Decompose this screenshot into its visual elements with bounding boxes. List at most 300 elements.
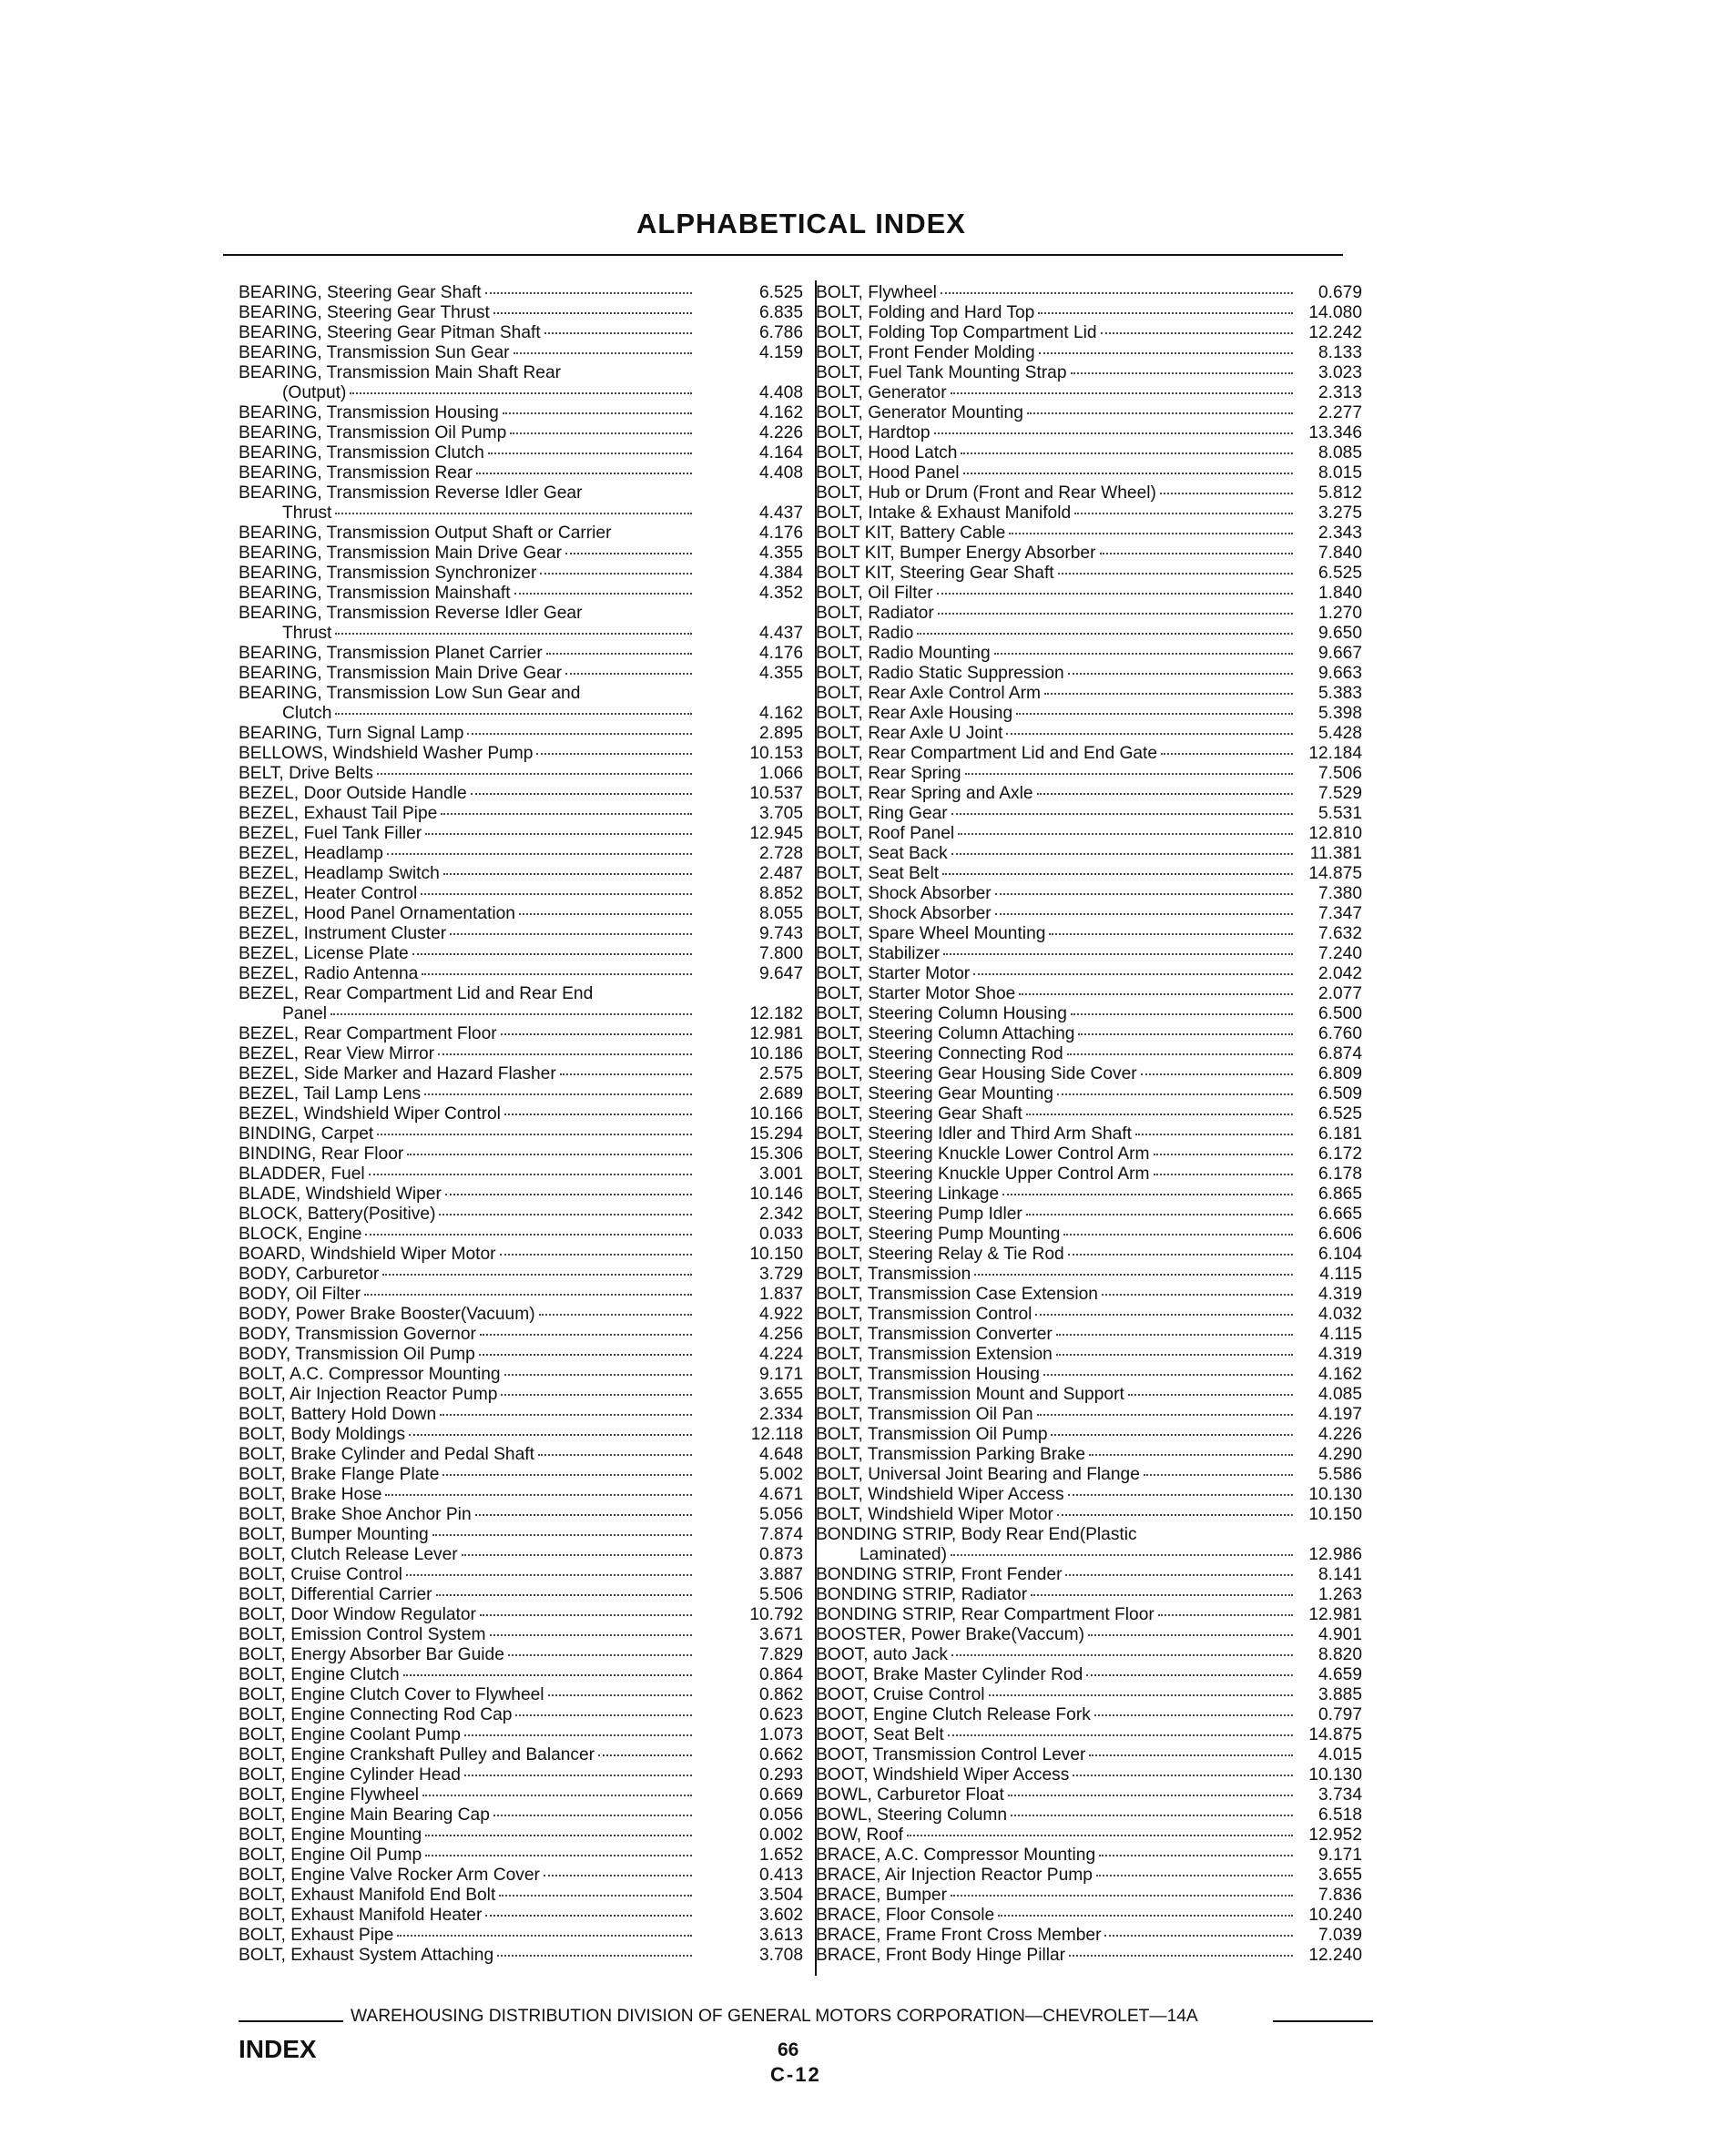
entry-page-ref: 10.537 xyxy=(749,784,803,803)
dot-leader xyxy=(1094,1714,1293,1716)
index-entry xyxy=(816,1505,1362,1525)
entry-page-ref: 6.172 xyxy=(1317,1144,1362,1164)
dot-leader xyxy=(450,933,692,935)
dot-leader xyxy=(1002,1194,1293,1195)
entry-label: BOLT, Rear Compartment Lid and End Gate xyxy=(816,744,1158,763)
entry-label: BINDING, Carpet xyxy=(239,1124,374,1144)
entry-label: BOLT, Engine Oil Pump xyxy=(239,1846,422,1865)
index-entry xyxy=(816,1245,1362,1265)
index-entry xyxy=(239,403,803,423)
title-rule xyxy=(223,254,1343,256)
entry-label: BEZEL, Fuel Tank Filler xyxy=(239,824,422,843)
entry-label: BOLT, Battery Hold Down xyxy=(239,1405,437,1424)
entry-page-ref: 7.240 xyxy=(1317,944,1362,963)
entry-page-ref: 10.186 xyxy=(749,1044,803,1063)
index-entry xyxy=(816,864,1362,884)
entry-label: BOLT, Starter Motor Shoe xyxy=(816,984,1016,1003)
entry-label: BOLT, Exhaust Manifold Heater xyxy=(239,1906,483,1925)
index-entry xyxy=(239,1405,803,1425)
dot-leader xyxy=(1037,1414,1293,1416)
index-entry xyxy=(239,1064,803,1084)
dot-leader xyxy=(485,292,692,294)
entry-label: BOLT, Engine Crankshaft Pulley and Balancer xyxy=(239,1745,595,1764)
index-entry xyxy=(239,1465,803,1485)
dot-leader xyxy=(445,1194,692,1195)
index-entry xyxy=(239,463,803,483)
entry-label: BOLT, A.C. Compressor Mounting xyxy=(239,1365,501,1384)
entry-label: BEARING, Steering Gear Shaft xyxy=(239,283,482,302)
index-entry xyxy=(816,1104,1362,1124)
index-entry xyxy=(239,1104,803,1124)
index-entry xyxy=(816,1024,1362,1044)
entry-page-ref: 0.033 xyxy=(758,1225,803,1244)
entry-page-ref: 0.873 xyxy=(758,1545,803,1564)
entry-label: BOLT, Seat Back xyxy=(816,844,948,863)
index-entry xyxy=(816,824,1362,844)
dot-leader xyxy=(546,653,692,655)
entry-label: BOLT, Emission Control System xyxy=(239,1625,486,1644)
index-entry xyxy=(239,1205,803,1225)
dot-leader xyxy=(1056,1354,1293,1356)
index-entry xyxy=(239,423,803,443)
entry-page-ref: 10.150 xyxy=(1308,1505,1362,1524)
entry-label: BEARING, Transmission Rear xyxy=(239,463,473,483)
entry-label: BONDING STRIP, Rear Compartment Floor xyxy=(816,1605,1154,1624)
index-entry xyxy=(816,1445,1362,1465)
entry-label: BOOSTER, Power Brake(Vaccum) xyxy=(816,1625,1084,1644)
entry-label: BEARING, Transmission Main Drive Gear xyxy=(239,664,563,683)
dot-leader xyxy=(1016,713,1293,715)
entry-page-ref: 9.171 xyxy=(758,1365,803,1384)
entry-label: BOLT, Transmission Mount and Support xyxy=(816,1385,1124,1404)
index-entry xyxy=(816,1205,1362,1225)
entry-label: BOLT, Radio Static Suppression xyxy=(816,664,1064,683)
entry-page-ref: 4.408 xyxy=(758,383,803,402)
entry-page-ref: 6.525 xyxy=(1317,1104,1362,1124)
index-entry xyxy=(816,363,1362,383)
entry-label: BOLT, Energy Absorber Bar Guide xyxy=(239,1645,504,1664)
entry-page-ref: 3.655 xyxy=(1317,1866,1362,1885)
index-entry xyxy=(816,423,1362,443)
dot-leader xyxy=(377,773,692,775)
entry-label: BODY, Transmission Governor xyxy=(239,1325,476,1344)
index-entry xyxy=(816,904,1362,924)
dot-leader xyxy=(1101,332,1293,334)
entry-label: BOWL, Steering Column xyxy=(816,1805,1008,1825)
index-entry xyxy=(816,1705,1362,1725)
entry-label: BOLT, Steering Connecting Rod xyxy=(816,1044,1063,1063)
entry-label: BOLT, Flywheel xyxy=(816,283,937,302)
dot-leader xyxy=(493,1815,692,1816)
dot-leader xyxy=(1056,1334,1293,1336)
index-entry xyxy=(239,283,803,303)
index-entry xyxy=(239,1685,803,1705)
entry-page-ref: 7.836 xyxy=(1317,1886,1362,1905)
index-entry xyxy=(816,724,1362,744)
entry-label: BOLT, Shock Absorber xyxy=(816,884,992,903)
entry-label: Laminated) xyxy=(860,1545,947,1564)
dot-leader xyxy=(943,953,1293,955)
entry-page-ref: 3.001 xyxy=(758,1164,803,1184)
index-entry xyxy=(239,1024,803,1044)
entry-page-ref: 2.895 xyxy=(758,724,803,743)
entry-page-ref: 3.023 xyxy=(1317,363,1362,382)
index-entry xyxy=(816,1305,1362,1325)
dot-leader xyxy=(1038,312,1293,314)
index-entry xyxy=(239,524,803,544)
entry-label: BOOT, Windshield Wiper Access xyxy=(816,1765,1070,1785)
entry-label: BLADDER, Fuel xyxy=(239,1164,365,1184)
dot-leader xyxy=(514,593,692,595)
entry-page-ref: 3.602 xyxy=(758,1906,803,1925)
index-entry xyxy=(816,1124,1362,1144)
dot-leader xyxy=(462,1554,692,1556)
entry-page-ref: 5.056 xyxy=(758,1505,803,1524)
dot-leader xyxy=(963,473,1294,474)
index-entry xyxy=(239,1866,803,1886)
dot-leader xyxy=(377,1134,692,1135)
entry-label: BONDING STRIP, Radiator xyxy=(816,1585,1028,1604)
entry-label: BOLT, Transmission Extension xyxy=(816,1345,1053,1364)
entry-page-ref: 9.171 xyxy=(1317,1846,1362,1865)
entry-page-ref: 12.945 xyxy=(749,824,803,843)
index-entry xyxy=(816,544,1362,564)
entry-label: (Output) xyxy=(282,383,347,402)
entry-page-ref: 12.118 xyxy=(750,1425,803,1444)
entry-label: BEZEL, Headlamp Switch xyxy=(239,864,440,883)
dot-leader xyxy=(1027,412,1293,414)
entry-page-ref: 4.319 xyxy=(1317,1285,1362,1304)
entry-label: BOLT, Fuel Tank Mounting Strap xyxy=(816,363,1067,382)
entry-label: BODY, Oil Filter xyxy=(239,1285,361,1304)
page-code: C-12 xyxy=(770,2063,821,2086)
entry-page-ref: 4.015 xyxy=(1317,1745,1362,1764)
index-entry xyxy=(816,1585,1362,1605)
entry-page-ref: 8.085 xyxy=(1317,443,1362,463)
entry-label: BOLT, Front Fender Molding xyxy=(816,343,1035,362)
index-entry xyxy=(816,1785,1362,1805)
entry-label: BOLT, Radio xyxy=(816,624,914,643)
entry-label: BOLT, Radiator xyxy=(816,604,934,623)
index-entry xyxy=(816,664,1362,684)
index-entry xyxy=(239,1285,803,1305)
entry-label: BOLT, Starter Motor xyxy=(816,964,971,983)
entry-page-ref: 2.342 xyxy=(758,1205,803,1224)
dot-leader xyxy=(958,833,1293,835)
entry-label: BOLT, Brake Cylinder and Pedal Shaft xyxy=(239,1445,534,1464)
dot-leader xyxy=(364,1294,692,1296)
entry-label: BOLT, Generator xyxy=(816,383,947,402)
entry-page-ref: 1.652 xyxy=(758,1846,803,1865)
entry-page-ref: 14.875 xyxy=(1308,1725,1362,1744)
entry-page-ref: 6.525 xyxy=(1317,564,1362,583)
entry-page-ref: 4.384 xyxy=(758,564,803,583)
entry-label: BOLT, Transmission Converter xyxy=(816,1325,1053,1344)
dot-leader xyxy=(989,1694,1293,1696)
entry-label: BRACE, Front Body Hinge Pillar xyxy=(816,1946,1066,1965)
dot-leader xyxy=(499,1895,692,1897)
entry-label: BOLT, Windshield Wiper Access xyxy=(816,1485,1064,1504)
index-entry xyxy=(239,1886,803,1906)
entry-page-ref: 4.659 xyxy=(1317,1665,1362,1684)
dot-leader xyxy=(951,1895,1293,1897)
entry-page-ref: 8.141 xyxy=(1317,1565,1362,1584)
entry-page-ref: 12.242 xyxy=(1308,323,1362,342)
index-entry xyxy=(816,1846,1362,1866)
index-entry xyxy=(239,1305,803,1325)
dot-leader xyxy=(385,1494,692,1496)
entry-page-ref: 0.662 xyxy=(758,1745,803,1764)
entry-page-ref: 2.313 xyxy=(1317,383,1362,402)
dot-leader xyxy=(544,332,692,334)
dot-leader xyxy=(515,1714,692,1716)
entry-page-ref: 8.133 xyxy=(1317,343,1362,362)
index-entry xyxy=(816,1906,1362,1926)
entry-label: BOLT, Transmission Case Extension xyxy=(816,1285,1098,1304)
index-entry xyxy=(816,1185,1362,1205)
page-number: 66 xyxy=(778,2039,799,2060)
index-entry xyxy=(816,1004,1362,1024)
entry-page-ref: 3.885 xyxy=(1317,1685,1362,1704)
entry-label: BOLT, Shock Absorber xyxy=(816,904,992,923)
entry-page-ref: 4.115 xyxy=(1319,1325,1362,1344)
entry-page-ref: 3.729 xyxy=(758,1265,803,1284)
entry-label: BLOCK, Battery(Positive) xyxy=(239,1205,436,1224)
index-entry xyxy=(816,704,1362,724)
entry-page-ref: 1.073 xyxy=(758,1725,803,1744)
entry-label: BOLT, Hub or Drum (Front and Rear Wheel) xyxy=(816,483,1156,503)
index-entry xyxy=(239,604,803,624)
dot-leader xyxy=(504,1114,692,1115)
dot-leader xyxy=(441,813,692,815)
index-entry xyxy=(239,1785,803,1805)
entry-page-ref: 8.852 xyxy=(758,884,803,903)
dot-leader xyxy=(1161,753,1293,755)
entry-label: BEZEL, Tail Lamp Lens xyxy=(239,1084,422,1103)
entry-label: BRACE, A.C. Compressor Mounting xyxy=(816,1846,1096,1865)
index-entry xyxy=(816,1946,1362,1966)
entry-label: BEARING, Transmission Reverse Idler Gear xyxy=(239,483,583,503)
dot-leader xyxy=(1074,513,1293,514)
dot-leader xyxy=(1096,1875,1293,1876)
entry-label: BEZEL, Heater Control xyxy=(239,884,418,903)
dot-leader xyxy=(1078,1033,1293,1035)
entry-page-ref: 4.197 xyxy=(1317,1405,1362,1424)
index-entry xyxy=(239,964,803,984)
index-entry xyxy=(239,564,803,584)
entry-label: Clutch xyxy=(282,704,332,723)
index-entry xyxy=(239,884,803,904)
entry-label: BOLT, Rear Axle U Joint xyxy=(816,724,1003,743)
index-entry xyxy=(239,984,803,1004)
index-column-left xyxy=(239,283,803,1966)
entry-page-ref: 14.875 xyxy=(1308,864,1362,883)
dot-leader xyxy=(951,392,1293,394)
entry-label: BEARING, Transmission Housing xyxy=(239,403,499,422)
entry-page-ref: 6.835 xyxy=(758,303,803,322)
entry-label: BOLT KIT, Steering Gear Shaft xyxy=(816,564,1054,583)
dot-leader xyxy=(1009,533,1293,534)
entry-page-ref: 3.655 xyxy=(758,1385,803,1404)
entry-label: BOLT, Steering Pump Idler xyxy=(816,1205,1022,1224)
entry-label: BOLT, Exhaust Pipe xyxy=(239,1926,394,1945)
entry-label: BLADE, Windshield Wiper xyxy=(239,1185,442,1204)
entry-page-ref: 0.056 xyxy=(758,1805,803,1825)
entry-page-ref: 6.665 xyxy=(1317,1205,1362,1224)
dot-leader xyxy=(369,1174,692,1175)
entry-label: BOLT, Roof Panel xyxy=(816,824,955,843)
dot-leader xyxy=(480,1334,692,1336)
entry-page-ref: 4.176 xyxy=(758,524,803,543)
entry-page-ref: 10.130 xyxy=(1308,1485,1362,1504)
index-entry xyxy=(816,1825,1362,1846)
entry-page-ref: 12.981 xyxy=(1308,1605,1362,1624)
entry-label: BOLT, Transmission xyxy=(816,1265,971,1284)
dot-leader xyxy=(443,873,692,875)
dot-leader xyxy=(471,793,692,795)
dot-leader xyxy=(504,1374,692,1376)
dot-leader xyxy=(544,1875,692,1876)
dot-leader xyxy=(1086,1674,1293,1676)
entry-label: BEARING, Transmission Main Shaft Rear xyxy=(239,363,562,382)
dot-leader xyxy=(488,453,692,454)
entry-page-ref: 4.159 xyxy=(758,343,803,362)
entry-label: BOLT, Steering Idler and Third Arm Shaft xyxy=(816,1124,1132,1144)
entry-page-ref: 2.487 xyxy=(758,864,803,883)
dot-leader xyxy=(998,1915,1293,1917)
index-entry xyxy=(816,964,1362,984)
entry-label: BRACE, Floor Console xyxy=(816,1906,995,1925)
index-entry xyxy=(239,1084,803,1104)
entry-page-ref: 10.150 xyxy=(749,1245,803,1264)
dot-leader xyxy=(1073,1775,1293,1776)
entry-page-ref: 0.002 xyxy=(758,1825,803,1845)
dot-leader xyxy=(565,673,692,675)
dot-leader xyxy=(1067,1053,1293,1055)
dot-leader xyxy=(387,853,692,855)
dot-leader xyxy=(382,1274,692,1276)
entry-label: BELT, Drive Belts xyxy=(239,764,373,783)
index-entry xyxy=(816,764,1362,784)
dot-leader xyxy=(490,1634,692,1636)
entry-label: BOLT, Engine Clutch Cover to Flywheel xyxy=(239,1685,544,1704)
index-entry xyxy=(239,804,803,824)
entry-label: BOLT, Generator Mounting xyxy=(816,403,1023,422)
entry-page-ref: 14.080 xyxy=(1308,303,1362,322)
dot-leader xyxy=(1006,733,1293,735)
entry-label: BEZEL, Rear Compartment Floor xyxy=(239,1024,497,1043)
entry-label: BEARING, Transmission Oil Pump xyxy=(239,423,507,442)
entry-label: BOLT, Universal Joint Bearing and Flange xyxy=(816,1465,1140,1484)
entry-label: BEZEL, License Plate xyxy=(239,944,409,963)
entry-label: BLOCK, Engine xyxy=(239,1225,362,1244)
index-entry xyxy=(816,1425,1362,1445)
index-entry xyxy=(239,584,803,604)
entry-page-ref: 13.346 xyxy=(1308,423,1362,442)
entry-label: BOLT, Hood Latch xyxy=(816,443,958,463)
dot-leader xyxy=(493,312,692,314)
page-title: ALPHABETICAL INDEX xyxy=(636,208,966,239)
index-entry xyxy=(239,1265,803,1285)
entry-page-ref: 4.437 xyxy=(758,624,803,643)
index-entry xyxy=(816,1625,1362,1645)
entry-page-ref: 4.226 xyxy=(758,423,803,442)
entry-page-ref: 0.864 xyxy=(758,1665,803,1684)
index-entry xyxy=(239,624,803,644)
entry-label: BODY, Transmission Oil Pump xyxy=(239,1345,475,1364)
index-entry xyxy=(816,604,1362,624)
entry-page-ref: 9.667 xyxy=(1317,644,1362,663)
dot-leader xyxy=(425,1855,692,1856)
index-entry xyxy=(816,584,1362,604)
index-entry xyxy=(239,1605,803,1625)
entry-page-ref: 15.306 xyxy=(749,1144,803,1164)
entry-page-ref: 2.343 xyxy=(1317,524,1362,543)
entry-page-ref: 1.066 xyxy=(758,764,803,783)
entry-label: BOLT, Steering Gear Shaft xyxy=(816,1104,1022,1124)
entry-page-ref: 6.181 xyxy=(1317,1124,1362,1144)
dot-leader xyxy=(1049,933,1293,935)
dot-leader xyxy=(995,913,1293,915)
entry-page-ref: 4.671 xyxy=(758,1485,803,1504)
entry-label: BEZEL, Rear View Mirror xyxy=(239,1044,435,1063)
index-entry xyxy=(239,644,803,664)
entry-page-ref: 4.355 xyxy=(758,544,803,563)
entry-label: BOLT, Engine Main Bearing Cap xyxy=(239,1805,490,1825)
entry-label: BOLT, Engine Valve Rocker Arm Cover xyxy=(239,1866,540,1885)
dot-leader xyxy=(540,573,692,575)
dot-leader xyxy=(397,1935,692,1937)
index-entry xyxy=(816,1225,1362,1245)
index-entry xyxy=(816,1325,1362,1345)
dot-leader xyxy=(548,1694,692,1696)
entry-label: BELLOWS, Windshield Washer Pump xyxy=(239,744,534,763)
entry-page-ref: 1.263 xyxy=(1317,1585,1362,1604)
dot-leader xyxy=(1019,993,1293,995)
entry-page-ref: 3.887 xyxy=(758,1565,803,1584)
dot-leader xyxy=(425,1835,692,1836)
entry-page-ref: 4.085 xyxy=(1317,1385,1362,1404)
index-entry xyxy=(816,1685,1362,1705)
entry-page-ref: 4.256 xyxy=(758,1325,803,1344)
entry-page-ref: 7.874 xyxy=(758,1525,803,1544)
dot-leader xyxy=(539,1314,692,1316)
index-entry xyxy=(816,1345,1362,1365)
entry-label: BOLT, Engine Clutch xyxy=(239,1665,400,1684)
entry-label: BOLT, Exhaust System Attaching xyxy=(239,1946,494,1965)
entry-page-ref: 9.743 xyxy=(758,924,803,943)
dot-leader xyxy=(335,513,692,514)
dot-leader xyxy=(1065,1574,1293,1576)
dot-leader xyxy=(1160,493,1293,494)
index-entry xyxy=(816,684,1362,704)
entry-page-ref: 4.352 xyxy=(758,584,803,603)
footer-division-text: WAREHOUSING DISTRIBUTION DIVISION OF GENERAL MOTORS CORPORATION—CHEVROLET—14A xyxy=(351,2007,1198,2026)
index-entry xyxy=(816,884,1362,904)
entry-page-ref: 0.413 xyxy=(758,1866,803,1885)
entry-page-ref: 5.383 xyxy=(1317,684,1362,703)
entry-page-ref: 4.176 xyxy=(758,644,803,663)
dot-leader xyxy=(1039,352,1293,354)
index-entry xyxy=(239,944,803,964)
dot-leader xyxy=(951,853,1293,855)
index-entry xyxy=(239,1385,803,1405)
entry-label: BOLT, Rear Spring xyxy=(816,764,961,783)
entry-label: BOLT, Body Moldings xyxy=(239,1425,406,1444)
dot-leader xyxy=(475,1514,692,1516)
dot-leader xyxy=(425,833,692,835)
index-entry xyxy=(239,323,803,343)
